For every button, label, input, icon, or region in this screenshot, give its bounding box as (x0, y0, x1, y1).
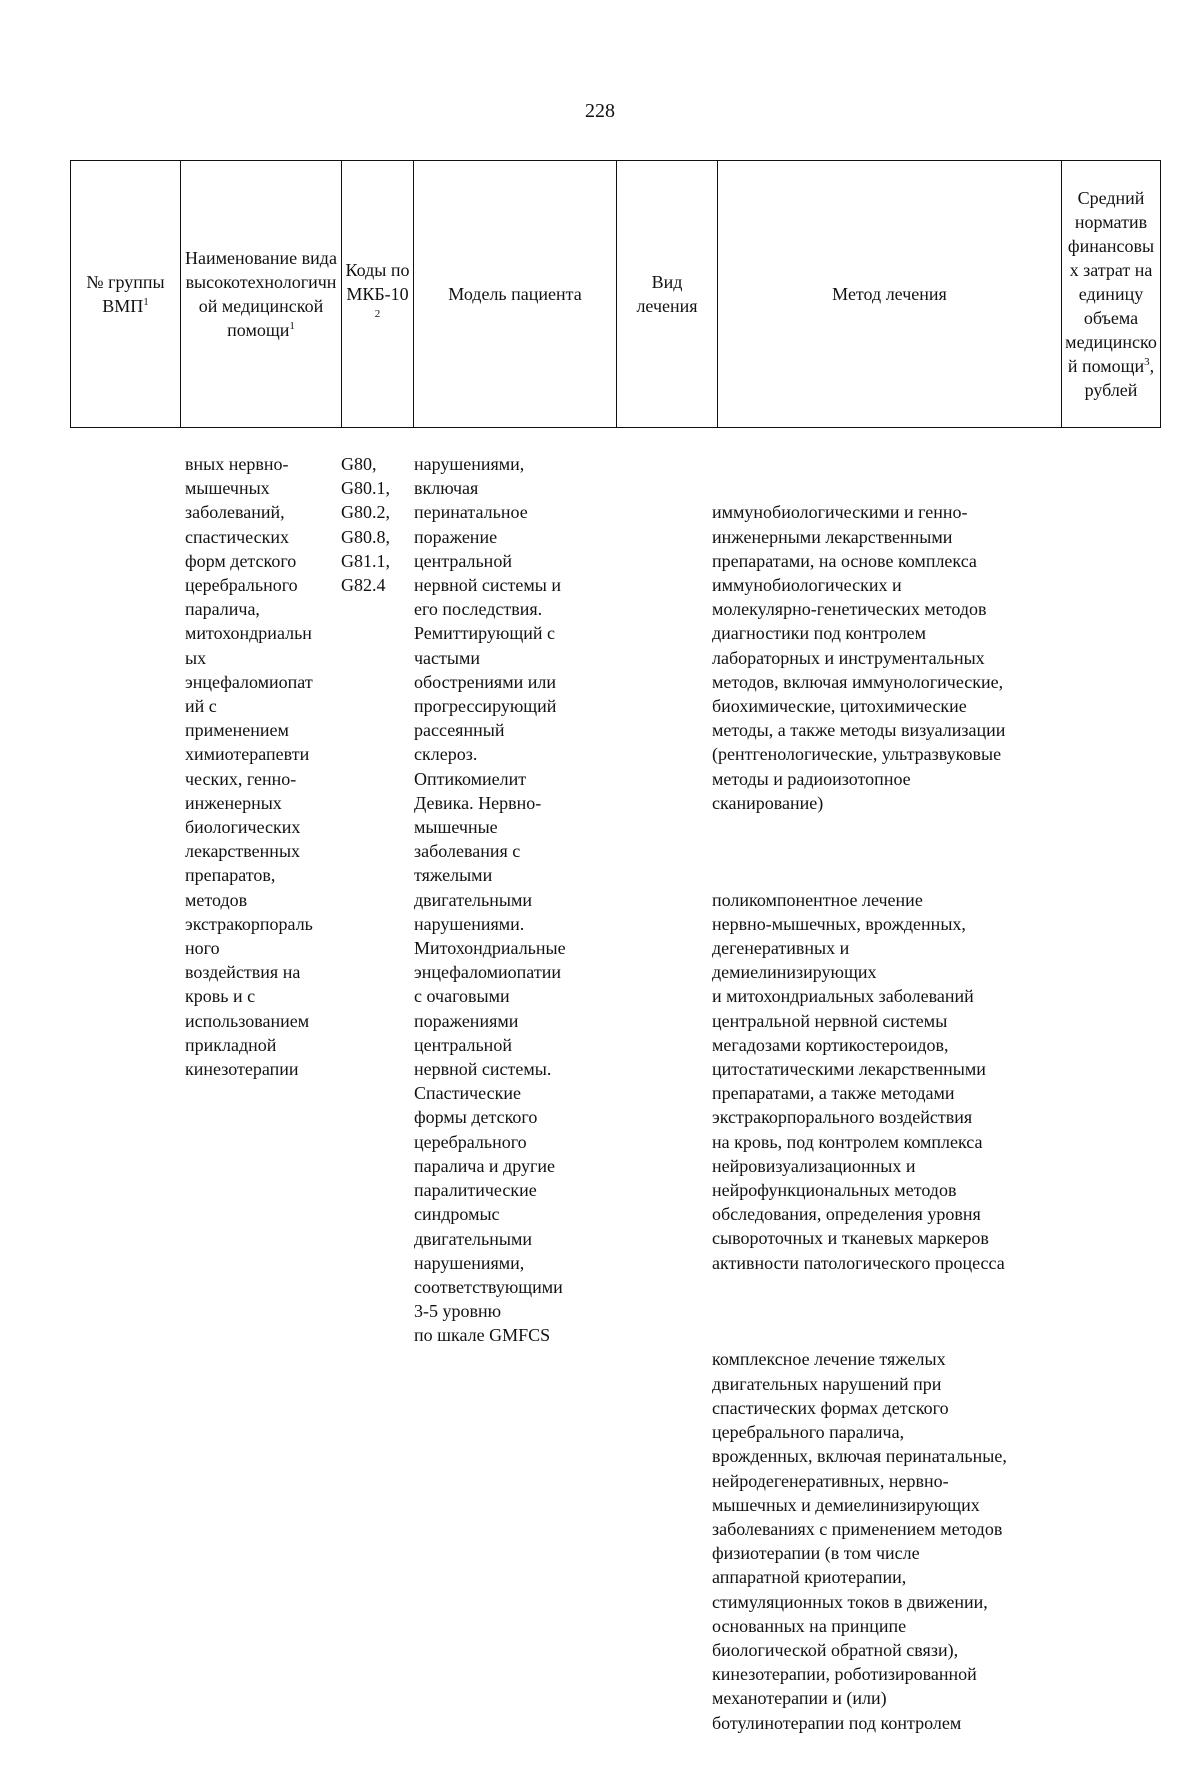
method-item: комплексное лечение тяжелых двигательных нарушений при спастических формах детского церебрального паралича, врожденных, включая перинатальные, нейродегенеративных, нервно- мышечных и демиелинизирующих заболеваниях с применением методов физиотерапии (в том числе аппаратной криотерапии, стимуляционных токов в движении, основанных на принципе биологической обратной связи), кинезотерапии, роботизированной механотерапии и (или) ботулинотерапии под контролем (712, 1349, 1007, 1733)
header-codes: Коды по МКБ-$10^2$ (342, 161, 414, 428)
header-care-type-name: Наименование вида высокотехнологичной медицинской помощи$^1$ (181, 161, 342, 428)
header-treatment-method: Метод лечения (718, 161, 1062, 428)
header-patient-model: Модель пациента (414, 161, 617, 428)
method-item: поликомпонентное лечение нервно-мышечных, врожденных, дегенеративных и демиелинизирующих и митохондриальных заболеваний центральной нервной системы мегадозами кортикостероидов, цитостатическими лекарственными препаратами, а также методами экстракорпорального воздействия на кровь, под контролем комплекса нейровизуализационных и нейрофункциональных методов обследования, определения уровня сывороточных и тканевых маркеров активности патологического процесса (712, 889, 1005, 1273)
header-group-no: № группы ВМП$^1$ (71, 161, 181, 428)
header-avg-cost: Средний норматив финансовых затрат на единицу объема медицинской помощи$^3$, рублей (1062, 161, 1161, 428)
treatment-methods-cell (712, 452, 1007, 1783)
header-treatment-type: Вид лечения (617, 161, 718, 428)
method-item: иммунобиологическими и генно- инженерными лекарственными препаратами, на основе комплекса иммунобиологических и молекулярно-генетических методов диагностики под контролем лабораторных и инструментальных методов, включая иммунологические, биохимические, цитохимические методы, а также методы визуализации (рентгенологические, ультразвуковые методы и радиоизотопное сканирование) (712, 502, 1006, 813)
care-name-cell: вных нервно- мышечных заболеваний, спастических форм детского церебрального паралича, митохондриальн ых энцефаломиопат ий с применением химиотерапевти ческих, генно- инженерных биологических лекарственных препаратов, методов экстракорпораль ного воздействия на кровь и с использованием прикладной кинезотерапии (185, 454, 313, 1080)
table-header (70, 160, 1161, 428)
patient-model-cell: нарушениями, включая перинатальное поражение центральной нервной системы и его последствия. Ремиттирующий с частыми обострениями или прогрессирующий рассеянный склероз. Оптикомиелит Девика. Нервно- мышечные заболевания с тяжелыми двигательными нарушениями. Митохондриальные энцефаломиопатии с очаговыми поражениями центральной нервной системы. Спастические формы детского церебрального паралича и другие паралитические синдромыс двигательными нарушениями, соответствующими 3-5 уровню по шкале GMFCS (414, 454, 566, 1346)
page-number: 228 (585, 100, 615, 122)
icd-codes-cell: G80, G80.1, G80.2, G80.8, G81.1, G82.4 (341, 454, 390, 596)
